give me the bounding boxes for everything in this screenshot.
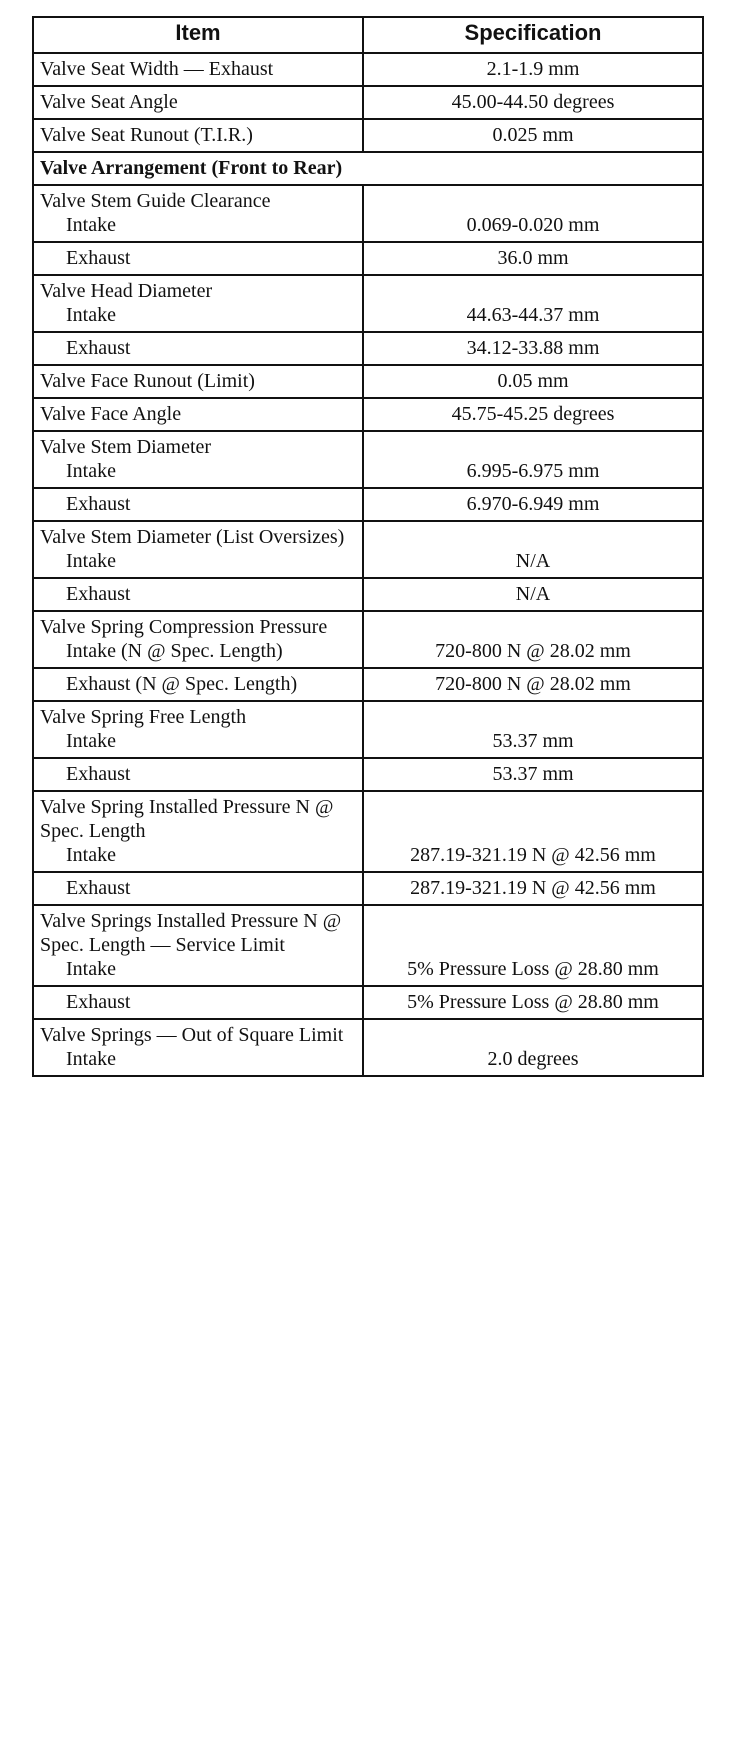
item-sub-label: Exhaust bbox=[66, 877, 131, 899]
item-cell bbox=[33, 398, 363, 431]
item-sub-label: Intake bbox=[66, 1048, 116, 1070]
specification-cell: 44.63-44.37 mm bbox=[363, 275, 703, 332]
item-sub-label: Exhaust bbox=[66, 991, 131, 1013]
item-sub-label: Intake bbox=[66, 958, 116, 980]
item-label: Valve Stem Diameter bbox=[40, 436, 212, 458]
spec-table-body bbox=[33, 53, 703, 1076]
table-row bbox=[33, 365, 703, 398]
item-label: Valve Seat Runout (T.I.R.) bbox=[40, 124, 253, 146]
table-row bbox=[33, 758, 703, 791]
specification-cell: 6.995-6.975 mm bbox=[363, 431, 703, 488]
item-cell bbox=[33, 86, 363, 119]
item-cell bbox=[33, 758, 363, 791]
item-cell bbox=[33, 872, 363, 905]
table-row bbox=[33, 872, 703, 905]
table-row bbox=[33, 86, 703, 119]
specification-cell: 720-800 N @ 28.02 mm bbox=[363, 668, 703, 701]
item-sub-label: Exhaust (N @ Spec. Length) bbox=[66, 673, 298, 695]
specification-cell: 45.00-44.50 degrees bbox=[363, 86, 703, 119]
specification-cell: 2.1-1.9 mm bbox=[363, 53, 703, 86]
valve-spec-table bbox=[32, 16, 704, 1077]
item-cell bbox=[33, 986, 363, 1019]
table-row bbox=[33, 791, 703, 872]
item-cell bbox=[33, 521, 363, 578]
item-sub-label: Intake bbox=[66, 214, 116, 236]
item-column-header: Item bbox=[33, 17, 363, 53]
item-cell bbox=[33, 365, 363, 398]
specification-column-header: Specification bbox=[363, 17, 703, 53]
item-cell bbox=[33, 119, 363, 152]
item-cell bbox=[33, 905, 363, 986]
specification-cell: 0.025 mm bbox=[363, 119, 703, 152]
item-sub-label: Intake bbox=[66, 844, 116, 866]
specification-cell: 6.970-6.949 mm bbox=[363, 488, 703, 521]
item-sub-label: Intake (N @ Spec. Length) bbox=[66, 640, 283, 662]
item-label: Valve Springs Installed Pressure N @ Spec. Length — Service Limit bbox=[40, 910, 342, 956]
specification-cell: N/A bbox=[363, 578, 703, 611]
item-cell bbox=[33, 791, 363, 872]
specification-cell: 287.19-321.19 N @ 42.56 mm bbox=[363, 872, 703, 905]
specification-cell: 53.37 mm bbox=[363, 758, 703, 791]
specification-cell: 287.19-321.19 N @ 42.56 mm bbox=[363, 791, 703, 872]
item-cell bbox=[33, 578, 363, 611]
table-row bbox=[33, 242, 703, 275]
table-row bbox=[33, 578, 703, 611]
item-label: Valve Face Angle bbox=[40, 403, 182, 425]
table-row bbox=[33, 521, 703, 578]
table-row bbox=[33, 185, 703, 242]
section-heading: Valve Arrangement (Front to Rear) bbox=[33, 152, 703, 185]
spec-page bbox=[32, 16, 702, 1077]
table-row bbox=[33, 53, 703, 86]
item-sub-label: Exhaust bbox=[66, 493, 131, 515]
item-sub-label: Exhaust bbox=[66, 763, 131, 785]
item-cell bbox=[33, 1019, 363, 1076]
specification-cell: N/A bbox=[363, 521, 703, 578]
table-row bbox=[33, 1019, 703, 1076]
table-row bbox=[33, 431, 703, 488]
table-row bbox=[33, 332, 703, 365]
table-row bbox=[33, 488, 703, 521]
table-row bbox=[33, 275, 703, 332]
specification-cell: 0.069-0.020 mm bbox=[363, 185, 703, 242]
item-label: Valve Face Runout (Limit) bbox=[40, 370, 255, 392]
item-sub-label: Exhaust bbox=[66, 583, 131, 605]
specification-cell: 0.05 mm bbox=[363, 365, 703, 398]
table-row bbox=[33, 905, 703, 986]
item-label: Valve Stem Diameter (List Oversizes) bbox=[40, 526, 345, 548]
section-row bbox=[33, 152, 703, 185]
item-label: Valve Spring Free Length bbox=[40, 706, 247, 728]
item-sub-label: Exhaust bbox=[66, 247, 131, 269]
item-cell bbox=[33, 668, 363, 701]
item-cell bbox=[33, 431, 363, 488]
item-cell bbox=[33, 488, 363, 521]
item-sub-label: Intake bbox=[66, 460, 116, 482]
item-sub-label: Intake bbox=[66, 304, 116, 326]
specification-cell: 5% Pressure Loss @ 28.80 mm bbox=[363, 905, 703, 986]
specification-cell: 53.37 mm bbox=[363, 701, 703, 758]
item-cell bbox=[33, 701, 363, 758]
item-label: Valve Head Diameter bbox=[40, 280, 213, 302]
table-row bbox=[33, 611, 703, 668]
item-cell bbox=[33, 332, 363, 365]
item-label: Valve Springs — Out of Square Limit bbox=[40, 1024, 344, 1046]
specification-cell: 36.0 mm bbox=[363, 242, 703, 275]
item-cell bbox=[33, 611, 363, 668]
item-label: Valve Stem Guide Clearance bbox=[40, 190, 271, 212]
table-row bbox=[33, 668, 703, 701]
specification-cell: 34.12-33.88 mm bbox=[363, 332, 703, 365]
specification-cell: 45.75-45.25 degrees bbox=[363, 398, 703, 431]
item-label: Valve Seat Angle bbox=[40, 91, 178, 113]
specification-cell: 720-800 N @ 28.02 mm bbox=[363, 611, 703, 668]
item-sub-label: Intake bbox=[66, 550, 116, 572]
item-cell bbox=[33, 275, 363, 332]
item-cell bbox=[33, 185, 363, 242]
item-label: Valve Spring Compression Pressure bbox=[40, 616, 328, 638]
item-cell bbox=[33, 53, 363, 86]
header-row bbox=[33, 17, 703, 53]
specification-cell: 2.0 degrees bbox=[363, 1019, 703, 1076]
table-row bbox=[33, 701, 703, 758]
specification-cell: 5% Pressure Loss @ 28.80 mm bbox=[363, 986, 703, 1019]
item-sub-label: Intake bbox=[66, 730, 116, 752]
table-row bbox=[33, 986, 703, 1019]
item-sub-label: Exhaust bbox=[66, 337, 131, 359]
item-cell bbox=[33, 242, 363, 275]
item-label: Valve Seat Width — Exhaust bbox=[40, 58, 274, 80]
table-row bbox=[33, 119, 703, 152]
item-label: Valve Spring Installed Pressure N @ Spec. Length bbox=[40, 796, 334, 842]
table-row bbox=[33, 398, 703, 431]
